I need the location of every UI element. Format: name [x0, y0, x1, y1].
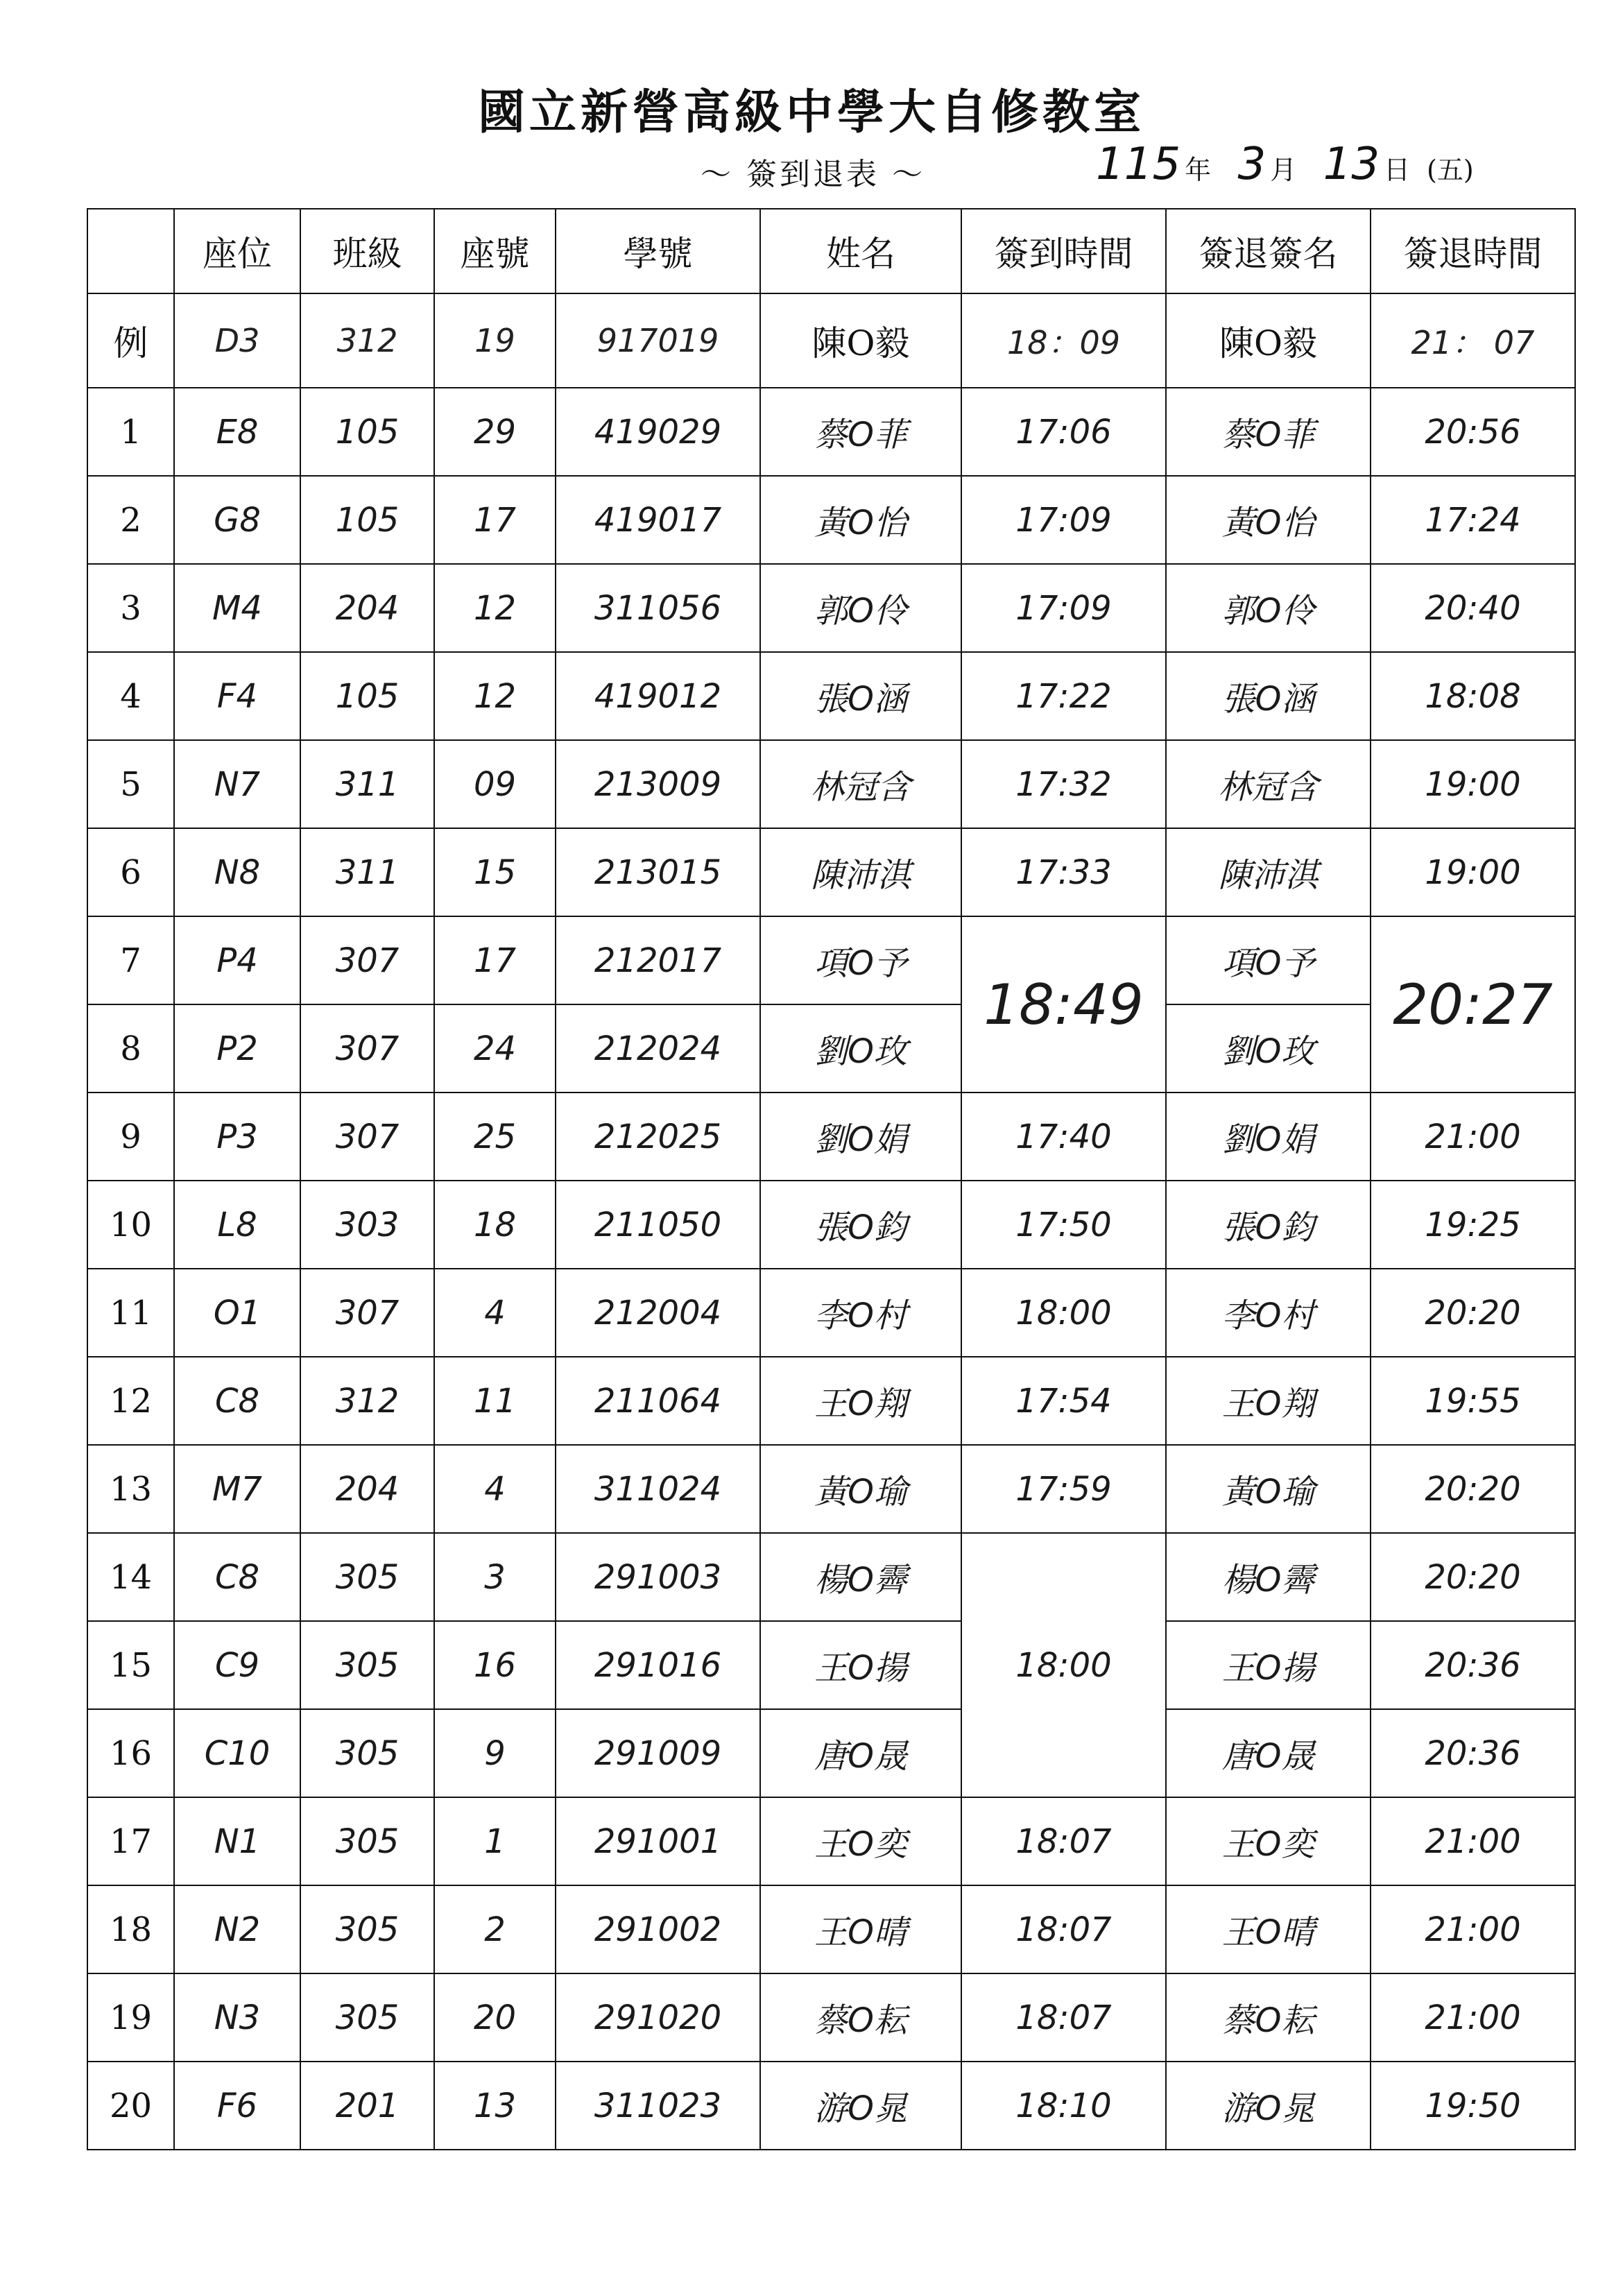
- cell-student-id: 311023: [556, 2062, 760, 2150]
- cell-checkout: 21:00: [1371, 1093, 1575, 1181]
- cell-student-id: 291001: [556, 1797, 760, 1885]
- col-header-seat: 座位: [174, 209, 300, 293]
- row-number: 5: [87, 740, 174, 828]
- row-number: 3: [87, 564, 174, 652]
- cell-checkout-sign: 劉O娟: [1166, 1093, 1371, 1181]
- cell-student-id: 419029: [556, 388, 760, 476]
- row-number: 19: [87, 1973, 174, 2062]
- form-date: 115 年 3 月 13 日 (五): [1096, 139, 1474, 190]
- table-row: [87, 1533, 1575, 1621]
- cell-checkout-sign: 唐O晟: [1166, 1709, 1371, 1797]
- cell-checkout-sign: 郭O伶: [1166, 564, 1371, 652]
- cell-checkout-sign: 張O涵: [1166, 652, 1371, 740]
- date-year: 115: [1096, 139, 1181, 190]
- cell-checkout-sign: 王O揚: [1166, 1621, 1371, 1709]
- cell-seat: P3: [174, 1093, 300, 1181]
- cell-checkout: 20:27: [1371, 916, 1575, 1093]
- cell-class: 312: [300, 293, 434, 388]
- cell-class: 305: [300, 1709, 434, 1797]
- cell-seat-no: 12: [434, 652, 556, 740]
- cell-checkout: 21:00: [1371, 1797, 1575, 1885]
- cell-checkin: 17:09: [961, 564, 1166, 652]
- cell-seat-no: 09: [434, 740, 556, 828]
- form-title: 國立新營高級中學大自修教室: [477, 85, 1145, 140]
- cell-checkin: 18:07: [961, 1973, 1166, 2062]
- cell-student-id: 291020: [556, 1973, 760, 2062]
- date-day: 13: [1323, 139, 1380, 190]
- cell-checkout-sign: 蔡O耘: [1166, 1973, 1371, 2062]
- cell-checkin: 17:09: [961, 476, 1166, 564]
- cell-seat-no: 24: [434, 1004, 556, 1093]
- cell-checkout: 20:20: [1371, 1445, 1575, 1533]
- cell-seat-no: 4: [434, 1269, 556, 1357]
- row-number: 4: [87, 652, 174, 740]
- cell-checkin: 17:40: [961, 1093, 1166, 1181]
- cell-checkout-sign: 王O翔: [1166, 1357, 1371, 1445]
- row-number: 7: [87, 916, 174, 1004]
- table-row: [87, 1004, 1575, 1093]
- cell-checkout-sign: 陳O毅: [1166, 293, 1371, 388]
- cell-class: 305: [300, 1797, 434, 1885]
- cell-checkout: 20:20: [1371, 1269, 1575, 1357]
- cell-seat: O1: [174, 1269, 300, 1357]
- cell-seat: G8: [174, 476, 300, 564]
- cell-name: 劉O玫: [760, 1004, 961, 1093]
- cell-student-id: 419012: [556, 652, 760, 740]
- cell-seat: N7: [174, 740, 300, 828]
- cell-seat-no: 2: [434, 1885, 556, 1973]
- table-row: [87, 1269, 1575, 1357]
- row-number: 2: [87, 476, 174, 564]
- cell-seat-no: 19: [434, 293, 556, 388]
- cell-student-id: 291009: [556, 1709, 760, 1797]
- cell-checkout: 19:00: [1371, 828, 1575, 916]
- col-header-index: [87, 209, 174, 293]
- cell-checkout: 19:00: [1371, 740, 1575, 828]
- cell-student-id: 311056: [556, 564, 760, 652]
- col-header-checkout-sign: 簽退簽名: [1166, 209, 1371, 293]
- cell-class: 204: [300, 564, 434, 652]
- cell-seat-no: 17: [434, 476, 556, 564]
- row-number: 6: [87, 828, 174, 916]
- cell-checkout: 19:25: [1371, 1181, 1575, 1269]
- cell-student-id: 419017: [556, 476, 760, 564]
- cell-checkin: 17:33: [961, 828, 1166, 916]
- cell-checkout-sign: 蔡O菲: [1166, 388, 1371, 476]
- cell-checkout: 20:20: [1371, 1533, 1575, 1621]
- cell-name: 王O奕: [760, 1797, 961, 1885]
- row-number: 20: [87, 2062, 174, 2150]
- cell-class: 311: [300, 740, 434, 828]
- col-header-student-id: 學號: [556, 209, 760, 293]
- cell-class: 307: [300, 1004, 434, 1093]
- row-number: 10: [87, 1181, 174, 1269]
- col-header-checkin-time: 簽到時間: [961, 209, 1166, 293]
- cell-seat: L8: [174, 1181, 300, 1269]
- cell-seat: N3: [174, 1973, 300, 2062]
- cell-checkout: 19:50: [1371, 2062, 1575, 2150]
- cell-seat-no: 13: [434, 2062, 556, 2150]
- cell-seat: P2: [174, 1004, 300, 1093]
- cell-student-id: 311024: [556, 1445, 760, 1533]
- cell-student-id: 212024: [556, 1004, 760, 1093]
- cell-checkout: 20:56: [1371, 388, 1575, 476]
- cell-checkout: 20:40: [1371, 564, 1575, 652]
- row-number: 13: [87, 1445, 174, 1533]
- cell-name: 蔡O耘: [760, 1973, 961, 2062]
- cell-checkout-sign: 楊O霽: [1166, 1533, 1371, 1621]
- cell-student-id: 212017: [556, 916, 760, 1004]
- row-number: 12: [87, 1357, 174, 1445]
- cell-name: 游O晁: [760, 2062, 961, 2150]
- row-number: 16: [87, 1709, 174, 1797]
- cell-name: 項O予: [760, 916, 961, 1004]
- cell-name: 王O晴: [760, 1885, 961, 1973]
- col-header-seat-no: 座號: [434, 209, 556, 293]
- cell-checkin: 18:00: [961, 1269, 1166, 1357]
- example-row: [87, 293, 1575, 388]
- cell-checkout: 21:00: [1371, 1885, 1575, 1973]
- table-header-row: [87, 209, 1575, 293]
- date-weekday: (五): [1427, 155, 1474, 185]
- cell-checkout-sign: 張O鈞: [1166, 1181, 1371, 1269]
- cell-name: 張O鈞: [760, 1181, 961, 1269]
- table-row: [87, 916, 1575, 1004]
- cell-seat: F6: [174, 2062, 300, 2150]
- row-number: 15: [87, 1621, 174, 1709]
- table-row: [87, 2062, 1575, 2150]
- cell-seat: C8: [174, 1533, 300, 1621]
- cell-name: 李O村: [760, 1269, 961, 1357]
- cell-seat-no: 16: [434, 1621, 556, 1709]
- cell-student-id: 212025: [556, 1093, 760, 1181]
- cell-checkin: 18:00: [961, 1533, 1166, 1797]
- cell-name: 劉O娟: [760, 1093, 961, 1181]
- cell-checkout-sign: 王O奕: [1166, 1797, 1371, 1885]
- form-subtitle: ～ 簽到退表 ～: [701, 157, 925, 192]
- cell-student-id: 291002: [556, 1885, 760, 1973]
- cell-checkin: 18：09: [961, 293, 1166, 388]
- cell-seat-no: 9: [434, 1709, 556, 1797]
- cell-class: 312: [300, 1357, 434, 1445]
- table-row: [87, 1885, 1575, 1973]
- cell-checkin: 17:22: [961, 652, 1166, 740]
- cell-student-id: 211050: [556, 1181, 760, 1269]
- sign-in-table: [87, 208, 1576, 2150]
- row-label: 例: [87, 293, 174, 388]
- table-row: [87, 1797, 1575, 1885]
- cell-seat: N1: [174, 1797, 300, 1885]
- row-number: 14: [87, 1533, 174, 1621]
- cell-name: 陳沛淇: [760, 828, 961, 916]
- cell-student-id: 213015: [556, 828, 760, 916]
- cell-seat: F4: [174, 652, 300, 740]
- row-number: 11: [87, 1269, 174, 1357]
- cell-name: 陳O毅: [760, 293, 961, 388]
- cell-student-id: 211064: [556, 1357, 760, 1445]
- cell-checkout-sign: 林冠含: [1166, 740, 1371, 828]
- table-row: [87, 1973, 1575, 2062]
- cell-name: 楊O霽: [760, 1533, 961, 1621]
- cell-seat-no: 15: [434, 828, 556, 916]
- cell-seat-no: 3: [434, 1533, 556, 1621]
- cell-class: 307: [300, 1093, 434, 1181]
- table-row: [87, 1093, 1575, 1181]
- cell-seat: C10: [174, 1709, 300, 1797]
- table-row: [87, 1181, 1575, 1269]
- cell-seat-no: 1: [434, 1797, 556, 1885]
- row-number: 1: [87, 388, 174, 476]
- table-row: [87, 388, 1575, 476]
- date-month: 3: [1237, 139, 1266, 190]
- cell-class: 201: [300, 2062, 434, 2150]
- cell-class: 105: [300, 476, 434, 564]
- cell-seat: E8: [174, 388, 300, 476]
- cell-seat-no: 11: [434, 1357, 556, 1445]
- cell-checkout-sign: 黃O瑜: [1166, 1445, 1371, 1533]
- cell-seat: N8: [174, 828, 300, 916]
- cell-class: 311: [300, 828, 434, 916]
- table-row: [87, 740, 1575, 828]
- cell-student-id: 291003: [556, 1533, 760, 1621]
- cell-seat: N2: [174, 1885, 300, 1973]
- cell-seat-no: 25: [434, 1093, 556, 1181]
- cell-checkout-sign: 游O晁: [1166, 2062, 1371, 2150]
- cell-checkout-sign: 王O晴: [1166, 1885, 1371, 1973]
- cell-name: 黃O瑜: [760, 1445, 961, 1533]
- row-number: 17: [87, 1797, 174, 1885]
- cell-checkout: 17:24: [1371, 476, 1575, 564]
- cell-seat: C8: [174, 1357, 300, 1445]
- cell-class: 305: [300, 1885, 434, 1973]
- cell-checkout: 20:36: [1371, 1709, 1575, 1797]
- cell-class: 303: [300, 1181, 434, 1269]
- cell-checkin: 18:07: [961, 1885, 1166, 1973]
- table-row: [87, 1445, 1575, 1533]
- cell-name: 王O揚: [760, 1621, 961, 1709]
- cell-checkin: 17:32: [961, 740, 1166, 828]
- cell-name: 林冠含: [760, 740, 961, 828]
- cell-class: 305: [300, 1621, 434, 1709]
- cell-name: 郭O伶: [760, 564, 961, 652]
- cell-class: 204: [300, 1445, 434, 1533]
- cell-class: 105: [300, 652, 434, 740]
- table-row: [87, 476, 1575, 564]
- row-number: 18: [87, 1885, 174, 1973]
- row-number: 8: [87, 1004, 174, 1093]
- cell-checkout: 21： 07: [1371, 293, 1575, 388]
- cell-name: 黃O怡: [760, 476, 961, 564]
- cell-seat: C9: [174, 1621, 300, 1709]
- cell-checkout-sign: 劉O玫: [1166, 1004, 1371, 1093]
- cell-checkout: 18:08: [1371, 652, 1575, 740]
- table-row: [87, 1357, 1575, 1445]
- table-row: [87, 828, 1575, 916]
- col-header-checkout-time: 簽退時間: [1371, 209, 1575, 293]
- table-row: [87, 564, 1575, 652]
- cell-checkin: 18:49: [961, 916, 1166, 1093]
- cell-seat-no: 12: [434, 564, 556, 652]
- cell-checkout-sign: 陳沛淇: [1166, 828, 1371, 916]
- cell-checkout-sign: 項O予: [1166, 916, 1371, 1004]
- cell-checkin: 17:06: [961, 388, 1166, 476]
- cell-name: 王O翔: [760, 1357, 961, 1445]
- table-row: [87, 652, 1575, 740]
- cell-class: 305: [300, 1533, 434, 1621]
- table-row: [87, 1709, 1575, 1797]
- cell-seat-no: 18: [434, 1181, 556, 1269]
- cell-class: 305: [300, 1973, 434, 2062]
- cell-name: 唐O晟: [760, 1709, 961, 1797]
- col-header-name: 姓名: [760, 209, 961, 293]
- cell-class: 307: [300, 916, 434, 1004]
- cell-checkout: 19:55: [1371, 1357, 1575, 1445]
- cell-seat: M4: [174, 564, 300, 652]
- cell-seat-no: 20: [434, 1973, 556, 2062]
- cell-seat-no: 29: [434, 388, 556, 476]
- cell-checkout: 21:00: [1371, 1973, 1575, 2062]
- col-header-class: 班級: [300, 209, 434, 293]
- cell-student-id: 291016: [556, 1621, 760, 1709]
- row-number: 9: [87, 1093, 174, 1181]
- cell-student-id: 917019: [556, 293, 760, 388]
- cell-seat-no: 17: [434, 916, 556, 1004]
- cell-class: 105: [300, 388, 434, 476]
- cell-checkin: 17:54: [961, 1357, 1166, 1445]
- cell-student-id: 212004: [556, 1269, 760, 1357]
- cell-name: 張O涵: [760, 652, 961, 740]
- cell-checkin: 18:07: [961, 1797, 1166, 1885]
- table-row: [87, 1621, 1575, 1709]
- cell-seat: P4: [174, 916, 300, 1004]
- cell-checkin: 17:50: [961, 1181, 1166, 1269]
- cell-class: 307: [300, 1269, 434, 1357]
- cell-checkin: 17:59: [961, 1445, 1166, 1533]
- cell-seat-no: 4: [434, 1445, 556, 1533]
- cell-checkout-sign: 黃O怡: [1166, 476, 1371, 564]
- cell-student-id: 213009: [556, 740, 760, 828]
- cell-checkout-sign: 李O村: [1166, 1269, 1371, 1357]
- cell-checkin: 18:10: [961, 2062, 1166, 2150]
- cell-checkout: 20:36: [1371, 1621, 1575, 1709]
- cell-seat: M7: [174, 1445, 300, 1533]
- cell-name: 蔡O菲: [760, 388, 961, 476]
- cell-seat: D3: [174, 293, 300, 388]
